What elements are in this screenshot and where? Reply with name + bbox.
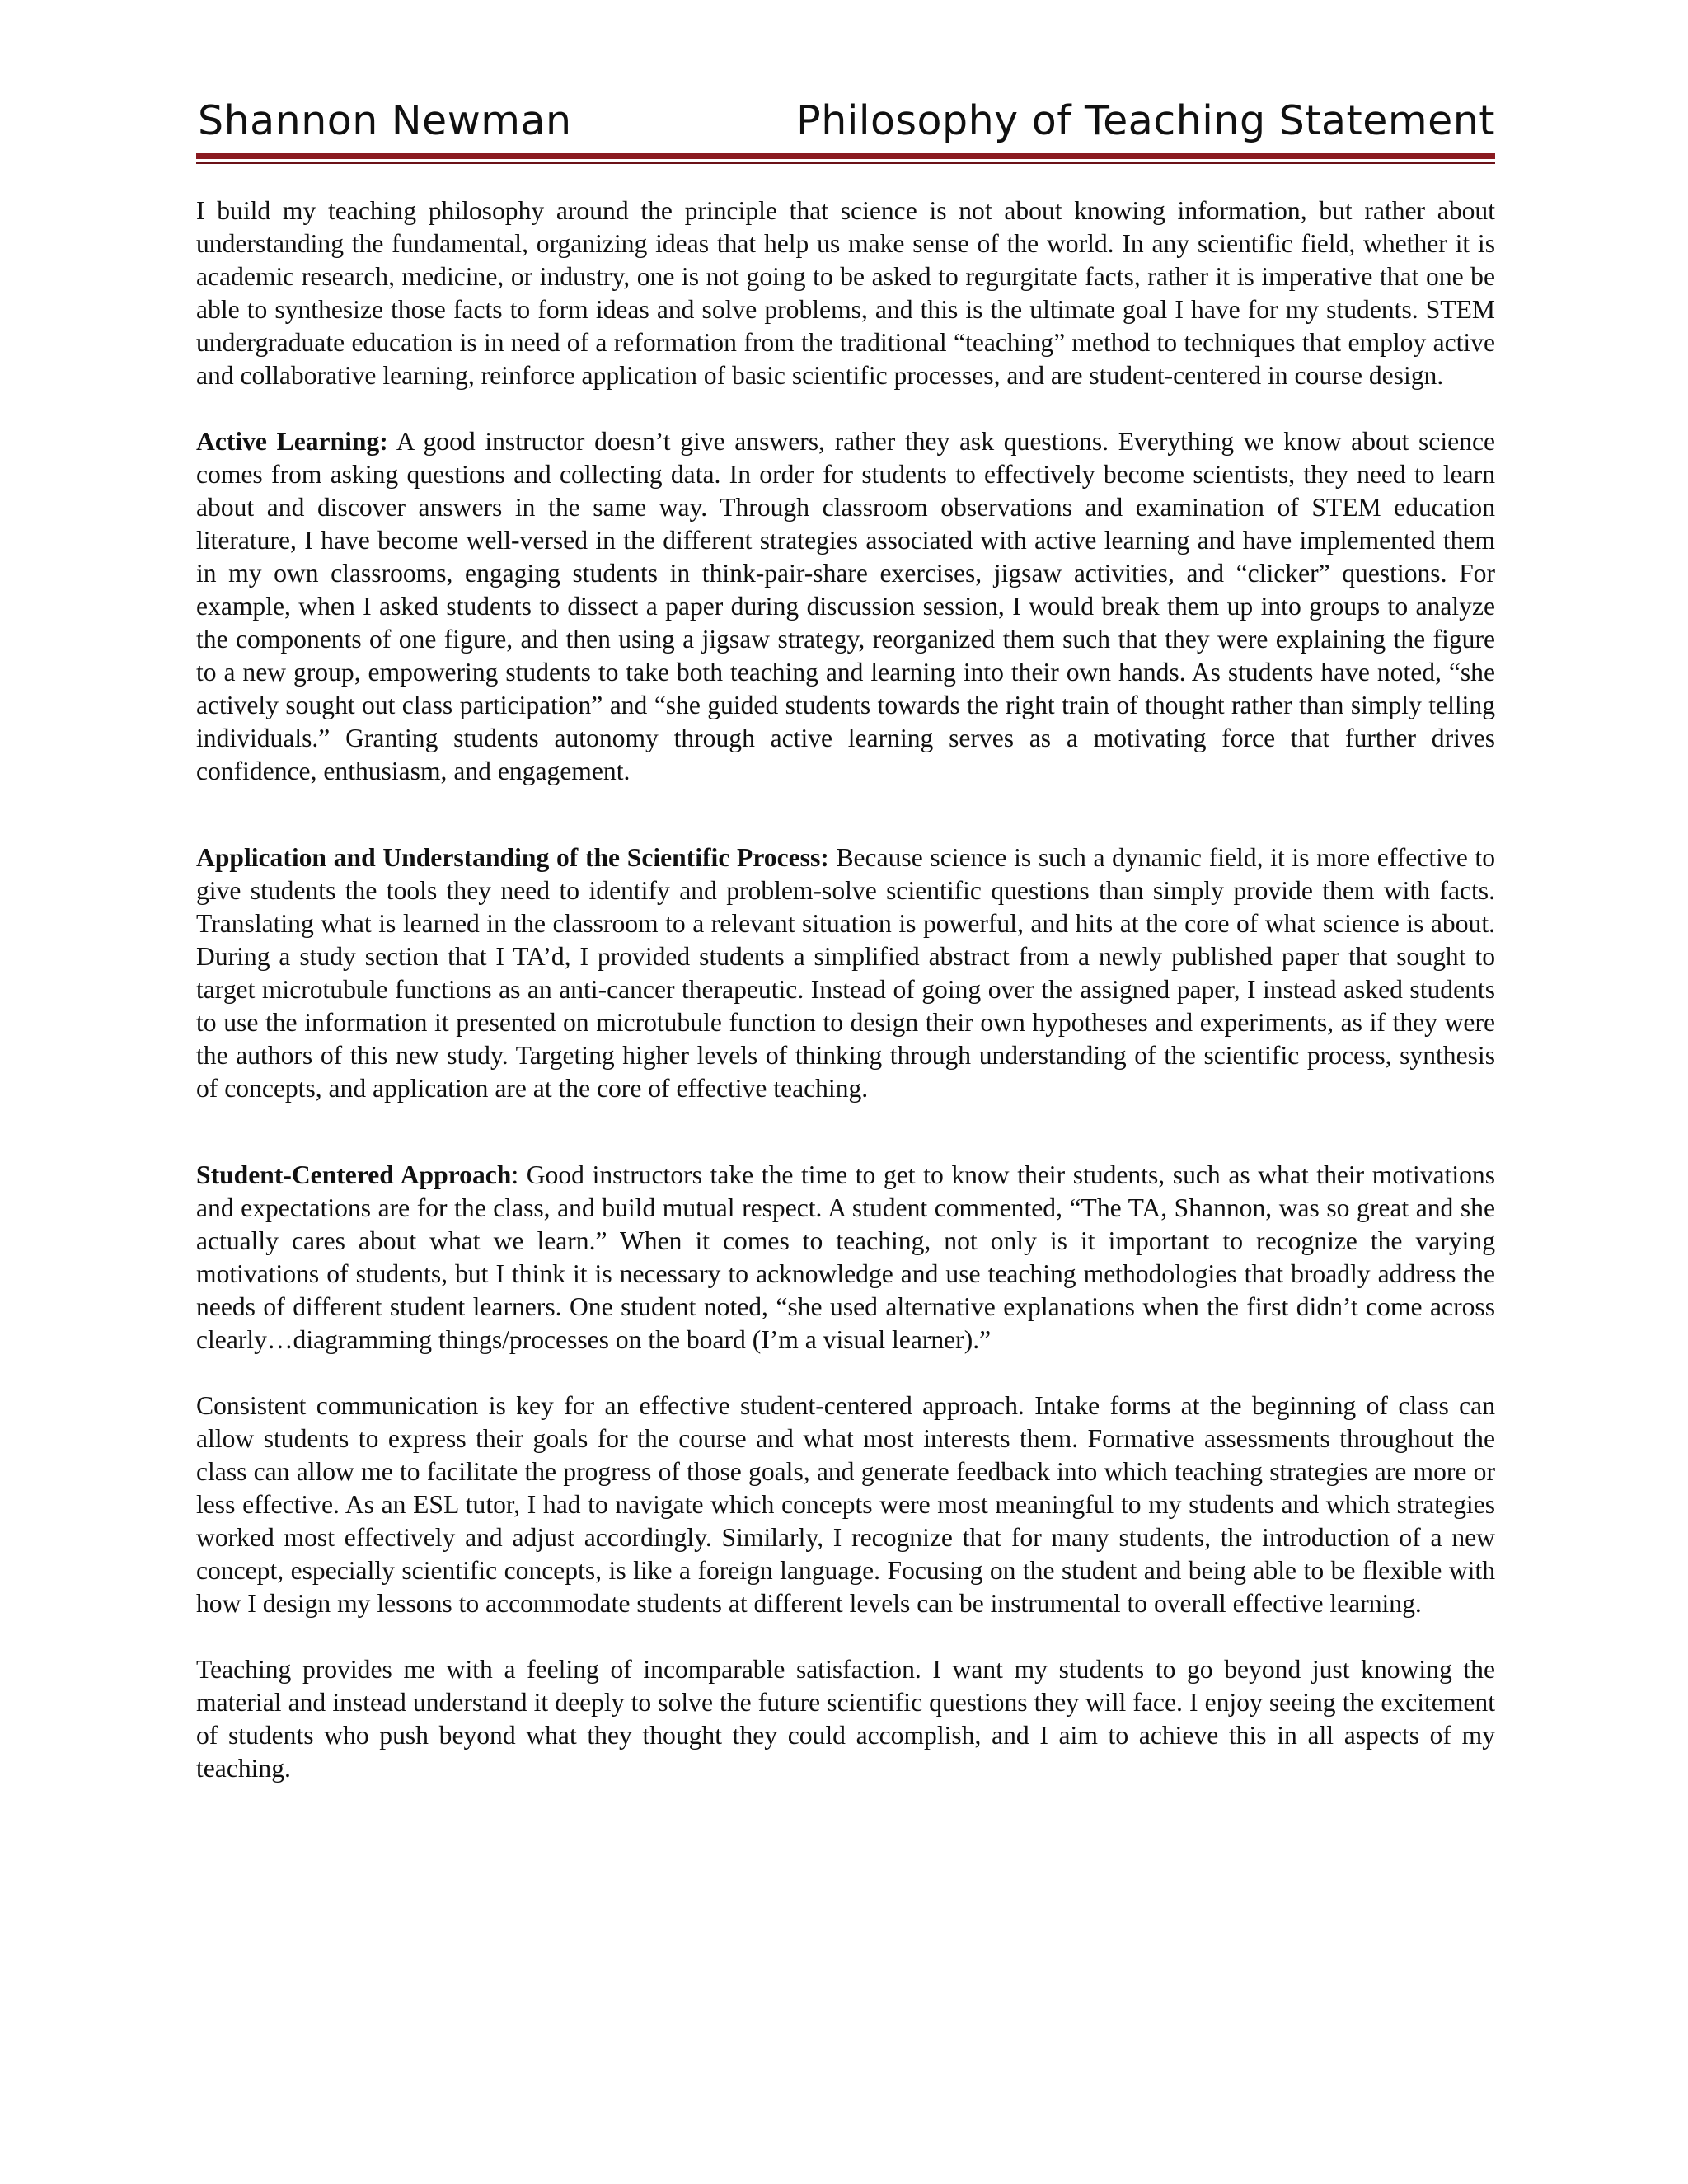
author-name: Shannon Newman [198, 97, 572, 144]
header-rule-thin [196, 162, 1495, 164]
document-title: Philosophy of Teaching Statement [796, 97, 1495, 144]
paragraph-student-centered-text: : Good instructors take the time to get to know their students, such as what their motivations and expectations are for the class, and build mutual respect. A student commented, “The TA, Shannon, was so great and she actually cares about what we learn.” When it comes to teaching, not only is it important to recognize the varying motivations of students, but I think it is necessary to acknowledge and use teaching methodologies that broadly address the needs of different student learners. One student noted, “she used alternative explanations when the first didn’t come across clearly…diagramming things/processes on the board (I’m a visual learner).” [196, 1160, 1495, 1354]
document-body [196, 194, 1495, 1785]
heading-student-centered: Student-Centered Approach [196, 1160, 512, 1189]
paragraph-conclusion [196, 1653, 1495, 1785]
paragraph-communication-text: Consistent communication is key for an effective student-centered approach. Intake forms at the beginning of class can allow students to express their goals for the course and what most interests them. Formative assessments throughout the class can allow me to facilitate the progress of those goals, and generate feedback into which teaching strategies are more or less effective. As an ESL tutor, I had to navigate which concepts were most meaningful to my students and which strategies worked most effectively and adjust accordingly. Similarly, I recognize that for many students, the introduction of a new concept, especially scientific concepts, is like a foreign language. Focusing on the student and being able to be flexible with how I design my lessons to accommodate students at different levels can be instrumental to overall effective learning. [196, 1391, 1495, 1618]
paragraph-active-learning-text: A good instructor doesn’t give answers, rather they ask questions. Everything we know about science comes from asking questions and collecting data. In order for students to effectively become scientists, they need to learn about and discover answers in the same way. Through classroom observations and examination of STEM education literature, I have become well-versed in the different strategies associated with active learning and have implemented them in my own classrooms, engaging students in think-pair-share exercises, jigsaw activities, and “clicker” questions. For example, when I asked students to dissect a paper during discussion session, I would break them up into groups to analyze the components of one figure, and then using a jigsaw strategy, reorganized them such that they were explaining the figure to a new group, empowering students to take both teaching and learning into their own hands. As students have noted, “she actively sought out class participation” and “she guided students towards the right train of thought rather than simply telling individuals.” Granting students autonomy through active learning serves as a motivating force that further drives confidence, enthusiasm, and engagement. [196, 427, 1495, 785]
paragraph-scientific-process [196, 841, 1495, 1105]
heading-scientific-process: Application and Understanding of the Scientific Process: [196, 843, 829, 872]
page-header [196, 97, 1495, 155]
paragraph-communication [196, 1390, 1495, 1620]
heading-active-learning: Active Learning: [196, 427, 388, 456]
paragraph-conclusion-text: Teaching provides me with a feeling of incomparable satisfaction. I want my students to go beyond just knowing the material and instead understand it deeply to solve the future scientific questions they will face. I enjoy seeing the excitement of students who push beyond what they thought they could accomplish, and I aim to achieve this in all aspects of my teaching. [196, 1655, 1495, 1783]
header-rule-thick [196, 153, 1495, 159]
paragraph-intro-text: I build my teaching philosophy around the principle that science is not about knowing information, but rather about understanding the fundamental, organizing ideas that help us make sense of the world. In any scientific field, whether it is academic research, medicine, or industry, one is not going to be asked to regurgitate facts, rather it is imperative that one be able to synthesize those facts to form ideas and solve problems, and this is the ultimate goal I have for my students. STEM undergraduate education is in need of a reformation from the traditional “teaching” method to techniques that employ active and collaborative learning, reinforce application of basic scientific processes, and are student-centered in course design. [196, 196, 1495, 390]
paragraph-active-learning [196, 425, 1495, 788]
paragraph-scientific-process-text: Because science is such a dynamic field, it is more effective to give students the tools they need to identify and problem-solve scientific questions than simply provide them with facts. Translating what is learned in the classroom to a relevant situation is powerful, and hits at the core of what science is about. During a study section that I TA’d, I provided students a simplified abstract from a newly published paper that sought to target microtubule functions as an anti-cancer therapeutic. Instead of going over the assigned paper, I instead asked students to use the information it presented on microtubule function to design their own hypotheses and experiments, as if they were the authors of this new study. Targeting higher levels of thinking through understanding of the scientific process, synthesis of concepts, and application are at the core of effective teaching. [196, 843, 1495, 1103]
paragraph-intro [196, 194, 1495, 392]
paragraph-student-centered [196, 1159, 1495, 1357]
